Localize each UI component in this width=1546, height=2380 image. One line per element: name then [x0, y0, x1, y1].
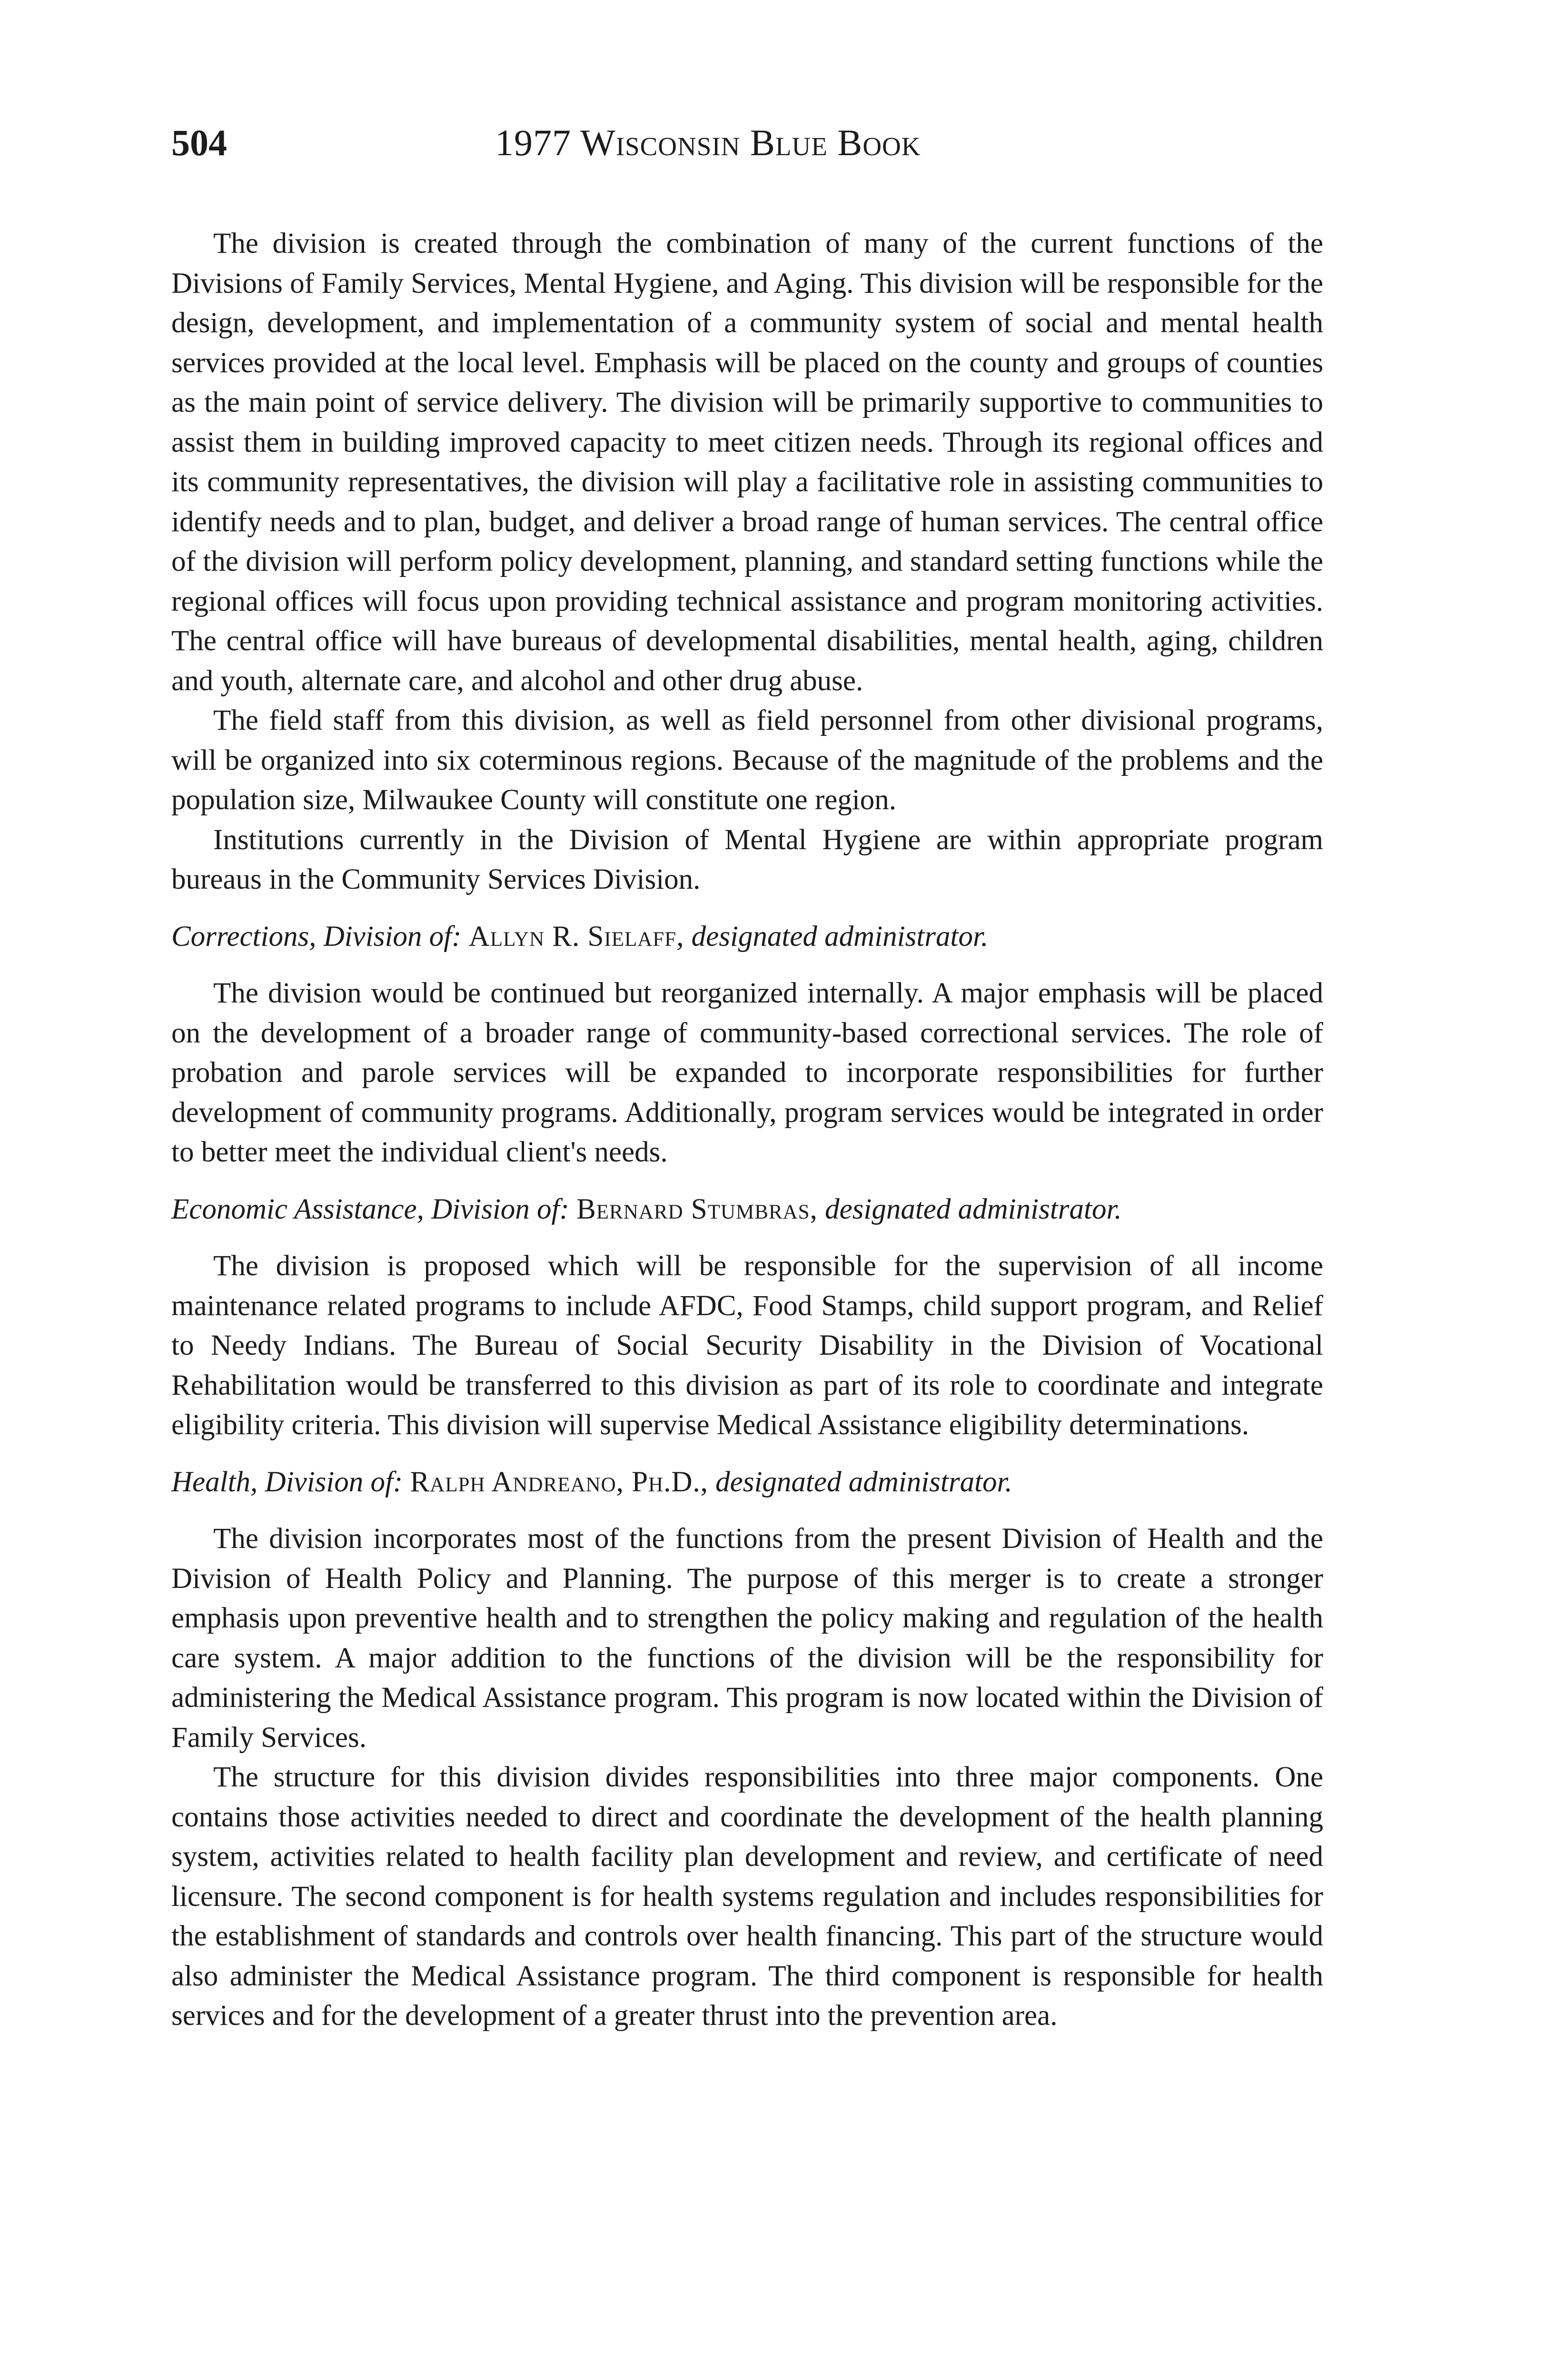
- heading-economic-name: Bernard Stumbras,: [576, 1193, 818, 1225]
- paragraph-economic-assistance: The division is proposed which will be responsible for the supervision of all income maintenance related programs to include AFDC, Food Stamps, child support program, and Relief to Needy Indians. The Bureau of Social Security Disability in the Division of Vocational Rehabilitation would be transferred to this division as part of its role to coordinate and integrate eligibility criteria. This division will supervise Medical Assistance eligibility determinations.: [171, 1250, 1323, 1441]
- heading-economic-title: Economic Assistance, Division of:: [171, 1193, 569, 1225]
- page-number: 504: [171, 122, 227, 163]
- paragraph-corrections: The division would be continued but reorganized internally. A major emphasis will be placed on the development of a broader range of community-based correctional services. The role of probation and parole services will be expanded to incorporate responsibilities for further development of community programs. Additionally, program services would be integrated in order to better meet the individual client's needs.: [171, 977, 1323, 1168]
- heading-corrections: [171, 917, 1323, 957]
- paragraph-institutions: Institutions currently in the Division of Mental Hygiene are within appropriate program bureaus in the Community Services Division.: [171, 823, 1323, 895]
- heading-health-title: Health, Division of:: [171, 1466, 403, 1498]
- heading-corrections-title: Corrections, Division of:: [171, 920, 462, 952]
- heading-economic-assistance: [171, 1190, 1323, 1230]
- heading-health-role: designated administrator.: [715, 1466, 1012, 1498]
- paragraph-health-structure: The structure for this division divides responsibilities into three major components. One contains those activities needed to direct and coordinate the development of the health planning system, activities related to health facility plan development and review, and certificate of need licensure. The second component is for health systems regulation and includes responsibilities for the establishment of standards and controls over health financing. This part of the structure would also administer the Medical Assistance program. The third component is responsible for health services and for the development of a greater thrust into the prevention area.: [171, 1761, 1323, 2032]
- heading-corrections-name: Allyn R. Sielaff,: [468, 920, 684, 952]
- heading-health-name: Ralph Andreano, Ph.D.,: [410, 1466, 708, 1498]
- heading-corrections-role: designated administrator.: [691, 920, 989, 952]
- heading-economic-role: designated administrator.: [825, 1193, 1122, 1225]
- heading-health: [171, 1462, 1323, 1502]
- running-head: 1977 Wisconsin Blue Book: [495, 122, 921, 163]
- page-header: [171, 119, 1323, 176]
- body-text: [171, 224, 1323, 2036]
- paragraph-health-merger: The division incorporates most of the functions from the present Division of Health and the Division of Health Policy and Planning. The purpose of this merger is to create a stronger emphasis upon preventive health and to strengthen the policy making and regulation of the health care system. A major addition to the functions of the division will be the responsibility for administering the Medical Assistance program. This program is now located within the Division of Family Services.: [171, 1523, 1323, 1754]
- paragraph-community-services: The division is created through the combination of many of the current functions of the Divisions of Family Services, Mental Hygiene, and Aging. This division will be responsible for the design, development, and implementation of a community system of social and mental health services provided at the local level. Emphasis will be placed on the county and groups of counties as the main point of service delivery. The division will be primarily supportive to communities to assist them in building improved capacity to meet citizen needs. Through its regional offices and its community representatives, the division will play a facilitative role in assisting communities to identify needs and to plan, budget, and deliver a broad range of human services. The central office of the division will perform policy development, planning, and standard setting functions while the regional offices will focus upon providing technical assistance and program monitoring activities. The central office will have bureaus of developmental disabilities, mental health, aging, children and youth, alternate care, and alcohol and other drug abuse.: [171, 228, 1323, 697]
- paragraph-field-staff: The field staff from this division, as well as field personnel from other divisional programs, will be organized into six coterminous regions. Because of the magnitude of the problems and the population size, Milwaukee County will constitute one region.: [171, 704, 1323, 816]
